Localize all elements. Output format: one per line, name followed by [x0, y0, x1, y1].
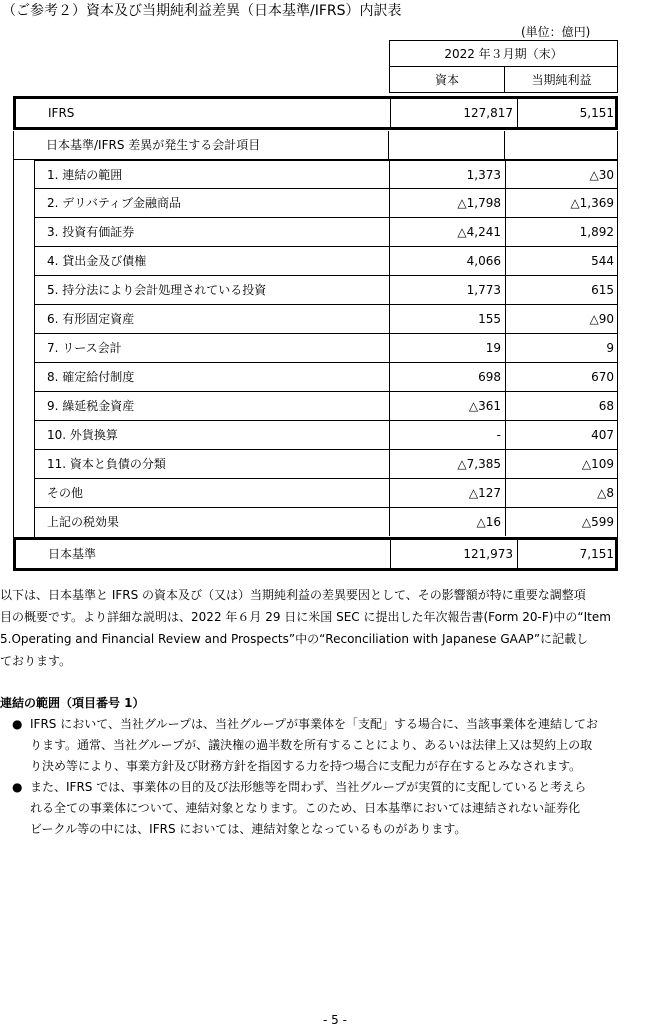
item-capital: 1,773: [389, 276, 505, 304]
item-net-income: △599: [505, 508, 618, 536]
item-capital: -: [389, 421, 505, 449]
ifrs-capital: 127,817: [390, 99, 517, 127]
item-net-income: △90: [505, 305, 618, 333]
item-net-income: 544: [505, 247, 618, 275]
item-net-income: 68: [505, 392, 618, 420]
section-title: 連結の範囲（項目番号 1）: [0, 696, 145, 710]
table-row: [34, 450, 617, 479]
item-capital: △16: [389, 508, 505, 536]
table-header: [389, 40, 618, 93]
page-title: （ご参考２）資本及び当期純利益差異（日本基準/IFRS）内訳表: [2, 3, 402, 19]
item-label: 1. 連結の範囲: [47, 168, 123, 182]
item-net-income: 670: [505, 363, 618, 391]
unit-label: (単位：億円): [521, 25, 591, 39]
adjustment-section: [13, 131, 618, 540]
item-label: 9. 繰延税金資産: [47, 399, 135, 413]
paragraph-line: ております。: [0, 654, 72, 668]
net-income-column-header: 当期純利益: [531, 73, 592, 87]
item-capital: △4,241: [389, 218, 505, 246]
item-label: 4. 貸出金及び債権: [47, 254, 147, 268]
jgaap-net-income: 7,151: [517, 540, 618, 568]
bullet-list: [0, 714, 670, 840]
bullet-line: ビークル等の中には、IFRS においては、連結対象となっているものがあります。: [30, 822, 467, 836]
bullet-line: り決め等により、事業方針及び財務方針を指図する力を持つ場合に支配力が存在するとみなされます。: [30, 759, 582, 773]
item-capital: 698: [389, 363, 505, 391]
ifrs-row: [13, 96, 618, 130]
item-net-income: 407: [505, 421, 618, 449]
table-row: [34, 218, 617, 247]
table-row: [34, 305, 617, 334]
item-label: 7. リース会計: [47, 341, 122, 355]
bullet-line: ります。通常、当社グループが、議決権の過半数を所有することにより、あるいは法律上又は契約上の取: [30, 738, 593, 752]
page-number: - 5 -: [323, 1013, 347, 1027]
item-label: 11. 資本と負債の分類: [47, 457, 166, 471]
jgaap-row-label: 日本基準: [48, 547, 97, 561]
item-label: 2. デリバティブ金融商品: [47, 196, 181, 210]
item-label: その他: [47, 486, 84, 500]
item-capital: △1,798: [389, 189, 505, 217]
table-row: [34, 392, 617, 421]
period-header: 2022 年３月期（末）: [390, 41, 617, 67]
item-net-income: 1,892: [505, 218, 618, 246]
table-row: [34, 276, 617, 305]
table-row: [34, 160, 617, 189]
bullet-item: [0, 777, 670, 840]
section-header-row: [14, 131, 617, 160]
table-row: [34, 363, 617, 392]
jgaap-row: [13, 537, 618, 571]
paragraph-line: 目の概要です。より詳細な説明は、2022 年６月 29 日に米国 SEC に提出した年次報告書(Form 20-F)中の“Item: [0, 610, 611, 624]
bullet-line: IFRS において、当社グループは、当社グループが事業体を「支配」する場合に、当該事業体を連結してお: [30, 717, 599, 731]
item-net-income: 615: [505, 276, 618, 304]
bullet-line: れる全ての事業体について、連結対象となります。このため、日本基準においては連結されない証券化: [30, 801, 581, 815]
item-label: 6. 有形固定資産: [47, 312, 135, 326]
table-row: [34, 247, 617, 276]
table-row: [34, 421, 617, 450]
item-net-income: 9: [505, 334, 618, 362]
item-net-income: △8: [505, 479, 618, 507]
paragraph-line: 以下は、日本基準と IFRS の資本及び（又は）当期純利益の差異要因として、その影響額が特に重要な調整項: [0, 588, 586, 602]
table-row: [34, 189, 617, 218]
item-label: 5. 持分法により会計処理されている投資: [47, 283, 267, 297]
item-net-income: △30: [505, 161, 618, 189]
bullet-icon: ●: [12, 717, 23, 731]
explanation-paragraph: [0, 584, 668, 672]
item-capital: 4,066: [389, 247, 505, 275]
ifrs-net-income: 5,151: [517, 99, 618, 127]
table-row: [34, 508, 617, 537]
item-capital: 1,373: [389, 161, 505, 189]
bullet-icon: ●: [12, 780, 23, 794]
item-capital: 155: [389, 305, 505, 333]
capital-column-header: 資本: [390, 67, 505, 93]
item-capital: △127: [389, 479, 505, 507]
table-row: [34, 479, 617, 508]
jgaap-capital: 121,973: [390, 540, 517, 568]
table-row: [34, 334, 617, 363]
item-net-income: △1,369: [505, 189, 618, 217]
ifrs-row-label: IFRS: [48, 106, 75, 120]
section-label: 日本基準/IFRS 差異が発生する会計項目: [46, 138, 261, 152]
item-label: 8. 確定給付制度: [47, 370, 135, 384]
item-label: 上記の税効果: [47, 515, 120, 529]
item-capital: △7,385: [389, 450, 505, 478]
item-label: 10. 外貨換算: [47, 428, 118, 442]
item-label: 3. 投資有価証券: [47, 225, 135, 239]
bullet-line: また、IFRS では、事業体の目的及び法形態等を問わず、当社グループが実質的に支配していると考えら: [30, 780, 587, 794]
item-net-income: △109: [505, 450, 618, 478]
item-capital: 19: [389, 334, 505, 362]
item-capital: △361: [389, 392, 505, 420]
paragraph-line: 5.Operating and Financial Review and Prospects”中の“Reconciliation with Japanese GAAP”に記載し: [0, 632, 589, 646]
bullet-item: [0, 714, 670, 777]
